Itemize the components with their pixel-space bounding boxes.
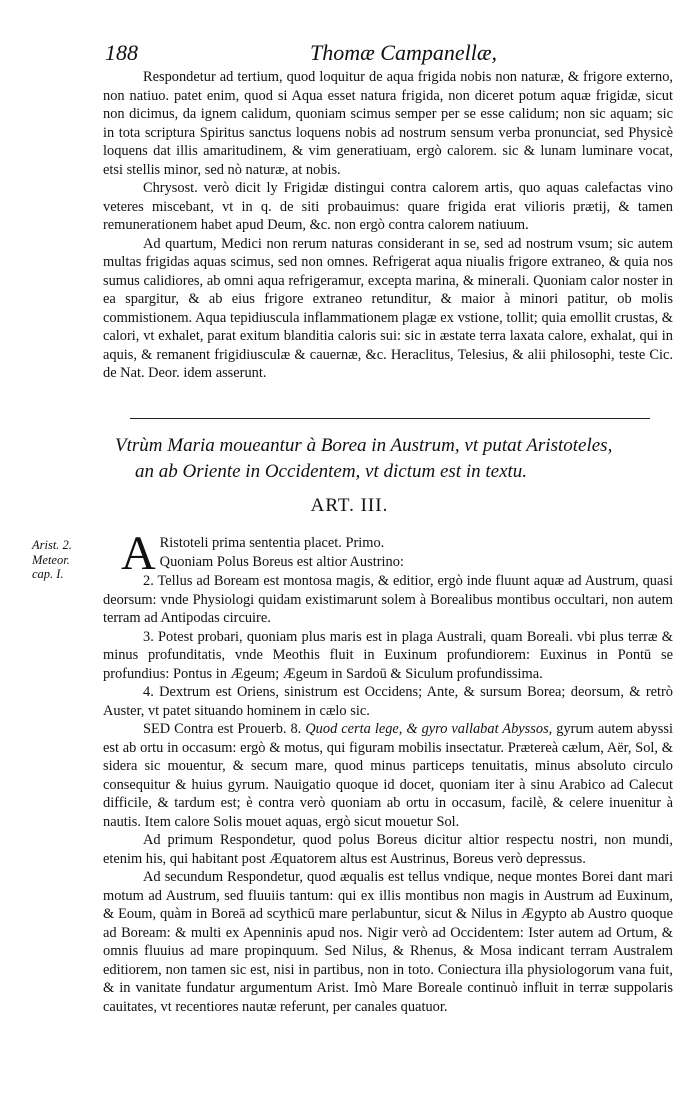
- paragraph-ad-secundum: Ad secundum Respondetur, quod æqualis est tellus vndique, neque montes Borei dant mari motum ad Austrum, sed fluuiis tantum: qui ex illis montibus non magis in Austrum ad Euxinum, & Eoum, quàm in Boreā ad scythicū mare perlabuntur, sicut & Nilus in Ægypto ab Austro quoque ad Boream: & multi ex Apenninis apud nos. Nigir verò ad Occidentem: Ister autem ad Ortum, & omnis fluuius ad mare propinquum. Sed Nilus, & Rhenus, & Mosa indicant terram Australem editiorem, non tamen sic est, nisi in partibus, non in toto. Coniectura illa physiologorum vana fuit, & in vanitate fundatur argumentum Arist. Imò Mare Boreale continuò influit in terræ suppolaris cauitates, vt recentiores nautæ referunt, per canales quatuor.: [103, 869, 673, 1015]
- paragraph-quartum: Ad quartum, Medici non rerum naturas considerant in se, sed ad nostrum vsum; sic autem multas frigidas aquas scimus, sed non omnes. Refrigerat aqua niualis frigore extraneo, & quia nos sumus calidiores, ab omni aqua refrigeramur, excepta marina, & minerali. Quoniam calor noster in ea spargitur, & ab eius frigore extraneo retunditur, & maior à minori patitur, ob molis commistionem. Aqua tepidiuscula inflammationem plagæ ex vstione, tollit; quia emollit crustas, & calori, vt exhalet, parat exitum blanditia caloris sui: sic in æstate terra laxata calore, exhalat, qui in aquis, & remanent frigidiusculæ & cauernæ, &c. Heraclitus, Telesius, & alii philosophi, teste Cic. de Nat. Deor. idem asserunt.: [103, 235, 673, 381]
- section-divider: [130, 418, 650, 419]
- paragraph-tertium: Respondetur ad tertium, quod loquitur de aqua frigida nobis non naturæ, & frigore externo, non natiuo. patet enim, quod si Aqua esset natura frigida, non diceret potum aquæ frigidæ, sicut non dicimus, da ignem calidum, quoniam scimus semper per se esse calidum; non sic aquam; sic in tota scriptura Spiritus sanctus loquens nobis ad nostrum sensum verba pronunciat, sed Physicè loquens dat illis amaritudinem, & vim generatiuam, ergò calorem. sic & lunam luminare vocat, etsi stellis minor, sed nò naturæ, at nobis.: [103, 69, 673, 178]
- upper-text-block: [103, 68, 673, 383]
- question-title-line-1: Vtrùm Maria moueantur à Borea in Austrum, vt putat Aristoteles,: [115, 435, 613, 456]
- paragraph-3: 3. Potest probari, quoniam plus maris est in plaga Australi, quam Boreali. vbi plus terræ & minus profunditatis, vnde Meothis fluit in Euxinum profundiorem: Euxinus in Pontū se profundius: Pontus in Ægeum; Ægeum in Sardoū & Siculum profundissima.: [103, 628, 673, 682]
- running-title: Thomæ Campanellæ,: [310, 40, 498, 65]
- sed-contra-rest: gyrum autem abyssi est ab ortu in occasum: ergò & motus, qui figuram mobilis insectatur. Prætereà cælum, Aër, Sol, & sidera sic mouentur, & secum mare, quod minus particeps tenuitatis, minus absoluto circulo consequitur & huius gyrum. Nauigatio quoque id docet, quoniam iter à sinu Arabico ad Calecut difficile, & tardum est; è contra verò quoniam ab ortu in occasum, facilè, & celere inuenitur à nautis. Item calore Solis mouet aquas, ergò sicut mouetur Sol.: [103, 721, 673, 830]
- paragraph-2: 2. Tellus ad Boream est montosa magis, & editior, ergò inde fluunt aquæ ad Austrum, quasi deorsum: vnde Physiologi quidam existimarunt solem à Borealibus montibus occultari, non autem terram ad Antipodas circuire.: [103, 573, 673, 626]
- page-header: [105, 40, 625, 68]
- paragraph-4: 4. Dextrum est Oriens, sinistrum est Occidens; Ante, & sursum Borea; deorsum, & retrò Auster, vt patet situando hominem in cælo sic.: [103, 684, 673, 719]
- paragraph-chrysostom: Chrysost. verò dicit ly Frigidæ distingui contra calorem artis, quo aquas calefactas vino veteres miscebant, vt in q. de siti probauimus: quare frigida erat vilioris prætij, & tamen remunerationem habet apud Deum, &c. non ergò contra calorem natiuum.: [103, 180, 673, 233]
- margin-note-line-2: Meteor.: [32, 552, 70, 567]
- paragraph-ad-primum: Ad primum Respondetur, quod polus Boreus dicitur altior respectu nostri, non mundi, etenim his, qui habitant post Æquatorem altus est Austrinus, Boreus verò depressus.: [103, 832, 673, 867]
- sed-contra-start: SED Contra est Prouerb. 8.: [143, 721, 302, 737]
- article-text-block: [103, 527, 673, 1016]
- margin-note: [32, 538, 102, 582]
- paragraph-prima-sententia: [103, 527, 673, 580]
- margin-note-line-1: Arist. 2.: [32, 538, 72, 552]
- page-number: 188: [105, 40, 138, 65]
- article-heading: ART. III.: [310, 495, 389, 516]
- drop-cap-letter: A: [121, 527, 156, 580]
- margin-note-line-3: cap. I.: [32, 567, 64, 581]
- p1-line-2: Quoniam Polus Boreus est altior Austrino:: [159, 553, 404, 570]
- question-title-line-2: an ab Oriente in Occidentem, vt dictum est in textu.: [135, 461, 528, 482]
- p1-line-1: Ristoteli prima sententia placet. Primo.: [159, 535, 385, 551]
- scripture-quote: Quod certa lege, & gyro vallabat Abyssos,: [305, 721, 553, 737]
- paragraph-sed-contra: [103, 720, 673, 831]
- question-title: [115, 433, 685, 485]
